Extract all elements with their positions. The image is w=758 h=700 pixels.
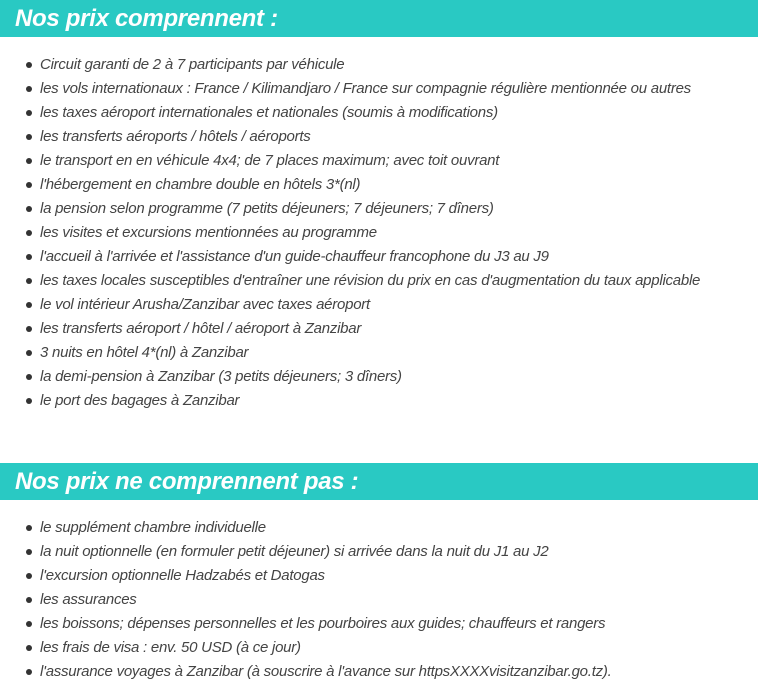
list-item-text: le vol intérieur Arusha/Zanzibar avec taxes aéroport [40, 296, 370, 313]
bullet-icon [26, 398, 32, 404]
list-item [0, 389, 700, 413]
bullet-icon [26, 326, 32, 332]
list-item [0, 173, 700, 197]
list-item-text: les vols internationaux : France / Kilimandjaro / France sur compagnie régulière mentionnée ou autres [40, 80, 691, 97]
excluded-section-title: Nos prix ne comprennent pas : [0, 463, 758, 500]
list-item-text: la nuit optionnelle (en formuler petit déjeuner) si arrivée dans la nuit du J1 au J2 [40, 543, 549, 560]
list-item-text: Circuit garanti de 2 à 7 participants par véhicule [40, 56, 345, 73]
list-item [0, 101, 700, 125]
bullet-icon [26, 158, 32, 164]
list-item [0, 636, 612, 660]
bullet-icon [26, 350, 32, 356]
list-item-text: l'excursion optionnelle Hadzabés et Datogas [40, 567, 325, 584]
list-item [0, 540, 612, 564]
list-item-text: le supplément chambre individuelle [40, 519, 266, 536]
list-item-text: le transport en en véhicule 4x4; de 7 places maximum; avec toit ouvrant [40, 152, 500, 169]
list-item-text: les taxes locales susceptibles d'entraîner une révision du prix en cas d'augmentation du taux applicable [40, 272, 701, 289]
list-item [0, 245, 700, 269]
list-item [0, 197, 700, 221]
list-item-text: les transferts aéroport / hôtel / aéroport à Zanzibar [40, 320, 362, 337]
list-item [0, 221, 700, 245]
list-item [0, 365, 700, 389]
bullet-icon [26, 669, 32, 675]
bullet-icon [26, 278, 32, 284]
included-list [0, 53, 700, 413]
list-item [0, 125, 700, 149]
list-item [0, 77, 700, 101]
list-item [0, 612, 612, 636]
list-item [0, 269, 700, 293]
bullet-icon [26, 525, 32, 531]
bullet-icon [26, 374, 32, 380]
list-item-text: les visites et excursions mentionnées au programme [40, 224, 377, 241]
list-item-text: 3 nuits en hôtel 4*(nl) à Zanzibar [40, 344, 249, 361]
list-item-text: les boissons; dépenses personnelles et les pourboires aux guides; chauffeurs et rangers [40, 615, 606, 632]
list-item-text: l'accueil à l'arrivée et l'assistance d'un guide-chauffeur francophone du J3 au J9 [40, 248, 549, 265]
list-item-text: les transferts aéroports / hôtels / aéroports [40, 128, 311, 145]
bullet-icon [26, 549, 32, 555]
list-item-text: le port des bagages à Zanzibar [40, 392, 240, 409]
list-item [0, 317, 700, 341]
bullet-icon [26, 62, 32, 68]
bullet-icon [26, 254, 32, 260]
list-item [0, 516, 612, 540]
list-item [0, 149, 700, 173]
list-item [0, 341, 700, 365]
bullet-icon [26, 302, 32, 308]
bullet-icon [26, 206, 32, 212]
list-item [0, 588, 612, 612]
excluded-list [0, 516, 612, 684]
list-item-text: les assurances [40, 591, 137, 608]
list-item [0, 293, 700, 317]
list-item [0, 564, 612, 588]
list-item-text: les taxes aéroport internationales et nationales (soumis à modifications) [40, 104, 498, 121]
bullet-icon [26, 134, 32, 140]
bullet-icon [26, 597, 32, 603]
bullet-icon [26, 621, 32, 627]
list-item [0, 660, 612, 684]
included-section-title: Nos prix comprennent : [0, 0, 758, 37]
list-item-text: l'assurance voyages à Zanzibar (à souscrire à l'avance sur httpsXXXXvisitzanzibar.go.tz). [40, 663, 612, 680]
bullet-icon [26, 86, 32, 92]
list-item-text: l'hébergement en chambre double en hôtels 3*(nl) [40, 176, 361, 193]
list-item [0, 53, 700, 77]
bullet-icon [26, 230, 32, 236]
list-item-text: les frais de visa : env. 50 USD (à ce jour) [40, 639, 301, 656]
bullet-icon [26, 110, 32, 116]
bullet-icon [26, 645, 32, 651]
bullet-icon [26, 573, 32, 579]
bullet-icon [26, 182, 32, 188]
list-item-text: la pension selon programme (7 petits déjeuners; 7 déjeuners; 7 dîners) [40, 200, 494, 217]
list-item-text: la demi-pension à Zanzibar (3 petits déjeuners; 3 dîners) [40, 368, 402, 385]
